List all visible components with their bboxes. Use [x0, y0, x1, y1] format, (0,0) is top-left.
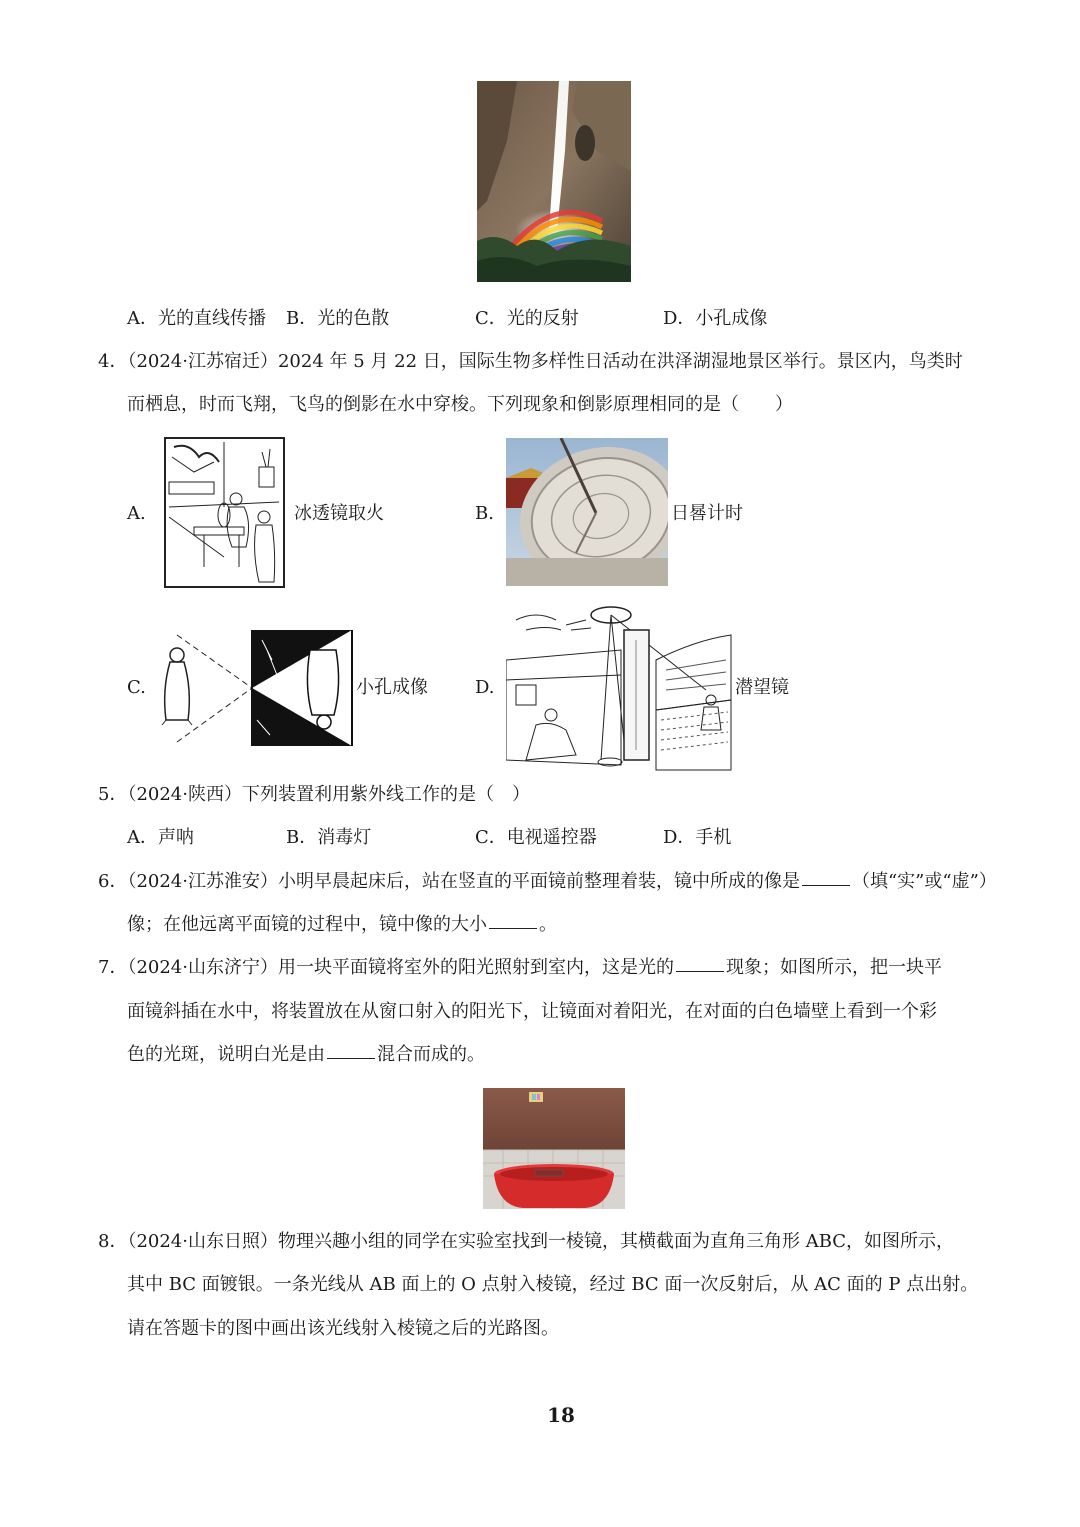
q5-option-b: B．消毒灯 [286, 827, 372, 848]
q3-option-a: A．光的直线传播 [127, 308, 266, 329]
q8-line3: 请在答题卡的图中画出该光线射入棱镜之后的光路图。 [127, 1318, 559, 1339]
q6-line2-text-a: 像；在他远离平面镜的过程中，镜中像的大小 [127, 914, 487, 935]
q7-blank-1[interactable] [676, 970, 724, 972]
q7-blank-2[interactable] [327, 1057, 375, 1059]
q4-option-b-caption: 日晷计时 [671, 503, 743, 524]
q5-option-d: D．手机 [663, 827, 732, 848]
q7-line3 [127, 1046, 485, 1064]
q5-stem: 5．（2024·陕西）下列装置利用紫外线工作的是（ ） [98, 784, 530, 805]
q6-blank-2[interactable] [489, 927, 537, 929]
q5-option-a: A．声呐 [127, 827, 194, 848]
sundial-photo [506, 438, 668, 586]
periscope-illustration [506, 600, 733, 771]
q7-line1-text-b: 现象；如图所示，把一块平 [725, 957, 942, 978]
basin-mirror-photo [483, 1088, 625, 1209]
q7-line3-text-b: 混合而成的。 [377, 1044, 485, 1065]
q4-stem-line1: 4．（2024·江苏宿迁）2024 年 5 月 22 日，国际生物多样性日活动在洪泽湖湿地景区举行。景区内，鸟类时 [98, 351, 963, 372]
pinhole-camera-illustration [152, 630, 354, 747]
q4-option-d-caption: 潜望镜 [735, 677, 789, 698]
q7-line3-text-a: 色的光斑，说明白光是由 [127, 1044, 325, 1065]
q6-line1-text-a: 6．（2024·江苏淮安）小明早晨起床后，站在竖直的平面镜前整理着装，镜中所成的像是 [98, 871, 800, 892]
ice-lens-fire-illustration [164, 437, 285, 588]
q4-option-a-letter: A. [127, 503, 146, 524]
q4-option-d-letter: D. [475, 677, 495, 698]
q3-option-d: D．小孔成像 [663, 308, 768, 329]
q7-line2: 面镜斜插在水中，将装置放在从窗口射入的阳光下，让镜面对着阳光，在对面的白色墙壁上看到一个彩 [127, 1001, 937, 1022]
q8-line2: 其中 BC 面镀银。一条光线从 AB 面上的 O 点射入棱镜，经过 BC 面一次反射后，从 AC 面的 P 点出射。 [127, 1274, 979, 1295]
q7-line1 [98, 959, 942, 977]
q5-option-c: C．电视遥控器 [475, 827, 597, 848]
q6-blank-1[interactable] [802, 884, 850, 886]
q3-option-b: B．光的色散 [286, 308, 390, 329]
q3-option-c: C．光的反射 [475, 308, 579, 329]
q7-line1-text-a: 7．（2024·山东济宁）用一块平面镜将室外的阳光照射到室内，这是光的 [98, 957, 674, 978]
q4-option-c-caption: 小孔成像 [356, 677, 428, 698]
q6-line2 [127, 916, 557, 934]
q6-line2-text-b: 。 [539, 914, 557, 935]
q4-option-b-letter: B. [475, 503, 494, 524]
q4-option-a-caption: 冰透镜取火 [294, 503, 384, 524]
q6-line1 [98, 873, 997, 891]
q4-stem-line2: 而栖息，时而飞翔，飞鸟的倒影在水中穿梭。下列现象和倒影原理相同的是（ ） [127, 394, 793, 415]
page-number: 18 [547, 1403, 575, 1427]
q6-line1-text-b: （填“实”或“虚”） [851, 871, 997, 892]
q8-line1: 8．（2024·山东日照）物理兴趣小组的同学在实验室找到一棱镜，其横截面为直角三角形 ABC，如图所示， [98, 1231, 955, 1252]
q4-option-c-letter: C. [127, 677, 146, 698]
waterfall-rainbow-photo [477, 81, 631, 282]
